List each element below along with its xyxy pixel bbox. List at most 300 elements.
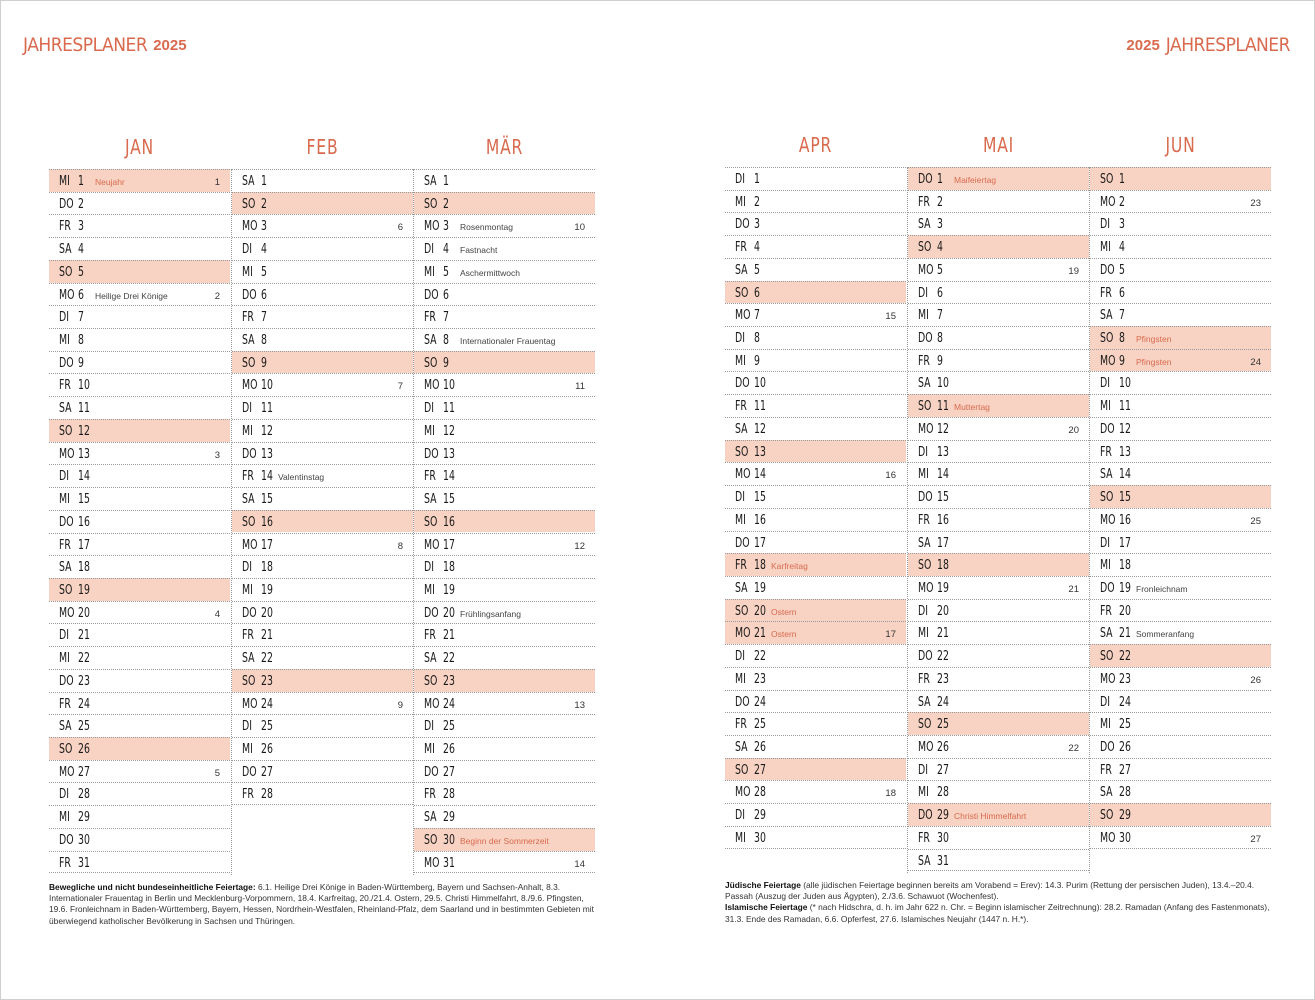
day-number: 6	[1119, 285, 1125, 301]
day-row[interactable]	[49, 646, 230, 669]
day-row[interactable]	[725, 531, 906, 554]
day-number: 14	[261, 469, 273, 485]
day-row[interactable]	[1090, 803, 1271, 826]
weekday-label: DI	[735, 649, 745, 665]
day-row[interactable]	[908, 326, 1089, 349]
day-row[interactable]	[1090, 235, 1271, 258]
day-row[interactable]	[414, 351, 595, 374]
day-row[interactable]	[908, 371, 1089, 394]
day-row[interactable]	[49, 328, 230, 351]
weekday-label: SO	[1100, 490, 1114, 506]
day-number: 9	[937, 353, 943, 369]
weekday-label: MI	[242, 582, 253, 598]
day-row[interactable]	[414, 305, 595, 328]
day-row[interactable]	[908, 780, 1089, 803]
day-number: 13	[937, 444, 949, 460]
month-column	[725, 133, 906, 873]
day-row[interactable]	[49, 283, 230, 306]
weekday-label: DI	[424, 401, 434, 417]
day-row[interactable]	[49, 669, 230, 692]
day-row[interactable]	[1090, 258, 1271, 281]
day-row[interactable]	[49, 214, 230, 237]
day-number: 12	[78, 423, 90, 439]
weekday-label: FR	[918, 671, 930, 687]
day-row[interactable]	[1090, 621, 1271, 644]
day-row[interactable]	[232, 260, 413, 283]
week-number: 7	[397, 381, 403, 393]
day-row[interactable]	[1090, 644, 1271, 667]
day-row[interactable]	[908, 462, 1089, 485]
day-number: 9	[261, 355, 267, 371]
weekday-label: MI	[59, 174, 70, 189]
weekday-label: MO	[735, 308, 751, 324]
day-row[interactable]	[908, 485, 1089, 508]
day-row[interactable]	[1090, 417, 1271, 440]
day-number: 20	[443, 605, 455, 621]
week-number: 4	[214, 608, 220, 620]
day-row[interactable]	[1090, 531, 1271, 554]
day-row[interactable]	[49, 192, 230, 215]
weekday-label: MI	[242, 423, 253, 439]
weekday-label: SA	[1100, 626, 1113, 642]
day-row[interactable]	[908, 349, 1089, 372]
day-row[interactable]	[232, 714, 413, 737]
day-row[interactable]	[725, 758, 906, 781]
day-row[interactable]	[908, 167, 1089, 190]
day-row[interactable]	[908, 417, 1089, 440]
day-row[interactable]	[1090, 303, 1271, 326]
day-row[interactable]	[232, 169, 413, 192]
day-row[interactable]	[414, 601, 595, 624]
day-row[interactable]	[49, 737, 230, 760]
weekday-label: SO	[918, 399, 932, 415]
day-number: 14	[937, 467, 949, 483]
day-row[interactable]	[725, 235, 906, 258]
day-number: 27	[1119, 762, 1131, 778]
day-row[interactable]	[232, 646, 413, 669]
day-row[interactable]	[725, 826, 906, 849]
day-row[interactable]	[232, 214, 413, 237]
day-row[interactable]	[908, 212, 1089, 235]
day-row[interactable]	[908, 758, 1089, 781]
day-row[interactable]	[725, 167, 906, 190]
day-row[interactable]	[232, 487, 413, 510]
day-number: 30	[443, 832, 455, 848]
day-row[interactable]	[414, 760, 595, 783]
day-row[interactable]	[908, 258, 1089, 281]
day-row[interactable]	[49, 601, 230, 624]
day-row[interactable]	[1090, 281, 1271, 304]
day-number: 12	[937, 421, 949, 437]
day-row[interactable]	[49, 782, 230, 805]
weekday-label: SA	[242, 651, 255, 667]
day-row[interactable]	[908, 667, 1089, 690]
day-row[interactable]	[49, 828, 230, 851]
weekday-label: MO	[735, 626, 751, 642]
day-row[interactable]	[49, 533, 230, 556]
day-row[interactable]	[725, 440, 906, 463]
day-row[interactable]	[725, 803, 906, 826]
day-row[interactable]	[49, 442, 230, 465]
day-number: 8	[443, 333, 449, 349]
day-number: 7	[754, 308, 760, 324]
day-row[interactable]	[908, 190, 1089, 213]
day-row[interactable]	[725, 553, 906, 576]
day-row[interactable]	[725, 190, 906, 213]
day-row[interactable]	[49, 760, 230, 783]
day-row[interactable]	[414, 237, 595, 260]
day-number: 10	[78, 378, 90, 394]
week-number: 12	[574, 540, 585, 552]
day-row[interactable]	[232, 328, 413, 351]
day-row[interactable]	[908, 553, 1089, 576]
day-row[interactable]	[725, 212, 906, 235]
weekday-label: MO	[1100, 512, 1116, 528]
day-row[interactable]	[414, 578, 595, 601]
day-row[interactable]	[414, 828, 595, 851]
day-number: 17	[261, 537, 273, 553]
day-row[interactable]	[414, 487, 595, 510]
day-row[interactable]	[414, 533, 595, 556]
day-number: 21	[261, 628, 273, 644]
weekday-label: MI	[424, 264, 435, 280]
day-row[interactable]	[232, 464, 413, 487]
day-row[interactable]	[49, 169, 230, 192]
day-row[interactable]	[1090, 735, 1271, 758]
day-row[interactable]	[725, 326, 906, 349]
day-row[interactable]	[908, 826, 1089, 849]
footnote-heading-islamic: Islamische Feiertage	[725, 902, 808, 913]
day-row[interactable]	[49, 578, 230, 601]
weekday-label: SO	[59, 742, 73, 757]
day-number: 31	[937, 853, 949, 869]
day-row[interactable]	[1090, 599, 1271, 622]
weekday-label: DI	[918, 603, 928, 619]
day-row[interactable]	[49, 805, 230, 828]
day-row[interactable]	[908, 508, 1089, 531]
day-number: 16	[937, 512, 949, 528]
day-row[interactable]	[49, 510, 230, 533]
day-row[interactable]	[1090, 326, 1271, 349]
week-number: 13	[574, 699, 585, 711]
day-row[interactable]	[414, 260, 595, 283]
day-number: 10	[937, 376, 949, 392]
day-number: 16	[1119, 512, 1131, 528]
weekday-label: FR	[424, 310, 436, 326]
day-row[interactable]	[49, 623, 230, 646]
day-row[interactable]	[908, 803, 1089, 826]
weekday-label: MO	[918, 262, 934, 278]
day-number: 10	[1119, 376, 1131, 392]
day-row[interactable]	[414, 692, 595, 715]
weekday-label: FR	[1100, 762, 1112, 778]
day-number: 19	[261, 582, 273, 598]
day-row[interactable]	[414, 169, 595, 192]
weekday-label: SO	[918, 717, 932, 733]
day-row[interactable]	[49, 396, 230, 419]
day-number: 13	[754, 444, 766, 460]
day-row[interactable]	[725, 394, 906, 417]
day-row[interactable]	[414, 782, 595, 805]
day-row[interactable]	[908, 303, 1089, 326]
day-number: 5	[1119, 262, 1125, 278]
day-row[interactable]	[414, 442, 595, 465]
day-row[interactable]	[908, 235, 1089, 258]
day-row[interactable]	[908, 394, 1089, 417]
day-number: 27	[261, 764, 273, 780]
weekday-label: DO	[918, 490, 933, 506]
week-number: 16	[885, 470, 896, 482]
day-row[interactable]	[908, 644, 1089, 667]
weekday-label: MO	[735, 467, 751, 483]
day-row[interactable]	[232, 692, 413, 715]
footnote-religious-holidays	[725, 880, 1271, 925]
day-number: 26	[78, 742, 90, 757]
day-row[interactable]	[414, 805, 595, 828]
week-number: 23	[1250, 197, 1261, 209]
day-row[interactable]	[414, 214, 595, 237]
day-row[interactable]	[1090, 212, 1271, 235]
day-row[interactable]	[414, 464, 595, 487]
day-number: 23	[443, 673, 455, 689]
day-number: 24	[937, 694, 949, 710]
day-row[interactable]	[232, 601, 413, 624]
day-row[interactable]	[414, 373, 595, 396]
day-row[interactable]	[1090, 167, 1271, 190]
day-row[interactable]	[49, 237, 230, 260]
day-row[interactable]	[725, 712, 906, 735]
day-row[interactable]	[49, 555, 230, 578]
day-number: 3	[754, 217, 760, 233]
day-row[interactable]	[49, 373, 230, 396]
day-row[interactable]	[725, 690, 906, 713]
day-row[interactable]	[1090, 394, 1271, 417]
holiday-note: Karfreitag	[771, 561, 808, 572]
day-row[interactable]	[725, 349, 906, 372]
day-row[interactable]	[725, 281, 906, 304]
day-row[interactable]	[414, 192, 595, 215]
weekday-label: SA	[59, 242, 72, 258]
day-row[interactable]	[414, 851, 595, 874]
day-number: 11	[1119, 399, 1131, 415]
weekday-label: SO	[424, 832, 438, 848]
footnote-text-islamic: (* nach Hidschra, d. h. im Jahr 622 n. Chr. = Beginn islamischer Zeitrechnung): 28.2. Ramadan (Anfang des Fastenmonats), 31.3. Ende des Ramadan, 6.6. Opferfest, 27.6. Islamisches Neujahr (1447 n. H.*).	[725, 902, 1270, 924]
day-row[interactable]	[908, 440, 1089, 463]
day-row[interactable]	[49, 464, 230, 487]
day-row[interactable]	[49, 714, 230, 737]
footnote-heading: Bewegliche und nicht bundeseinheitliche Feiertage:	[49, 882, 256, 892]
weekday-label: SO	[424, 673, 438, 689]
weekday-label: MO	[918, 421, 934, 437]
day-number: 15	[937, 490, 949, 506]
day-number: 25	[443, 719, 455, 735]
week-number: 1	[214, 177, 220, 188]
day-row[interactable]	[414, 555, 595, 578]
day-row[interactable]	[414, 623, 595, 646]
day-number: 21	[754, 626, 766, 642]
day-row[interactable]	[725, 644, 906, 667]
day-row[interactable]	[1090, 485, 1271, 508]
day-row[interactable]	[908, 599, 1089, 622]
day-number: 30	[937, 830, 949, 846]
day-row[interactable]	[908, 531, 1089, 554]
day-row[interactable]	[232, 396, 413, 419]
day-row[interactable]	[908, 576, 1089, 599]
day-row[interactable]	[1090, 780, 1271, 803]
day-row[interactable]	[232, 305, 413, 328]
day-row[interactable]	[49, 351, 230, 374]
day-number: 10	[261, 378, 273, 394]
weekday-label: MO	[918, 580, 934, 596]
day-row[interactable]	[232, 283, 413, 306]
weekday-label: FR	[59, 219, 71, 235]
day-row[interactable]	[908, 735, 1089, 758]
day-row[interactable]	[725, 371, 906, 394]
day-row[interactable]	[232, 533, 413, 556]
day-row[interactable]	[725, 599, 906, 622]
day-row[interactable]	[49, 851, 230, 874]
day-row[interactable]	[725, 462, 906, 485]
day-row[interactable]	[232, 555, 413, 578]
day-row[interactable]	[1090, 667, 1271, 690]
day-number: 11	[261, 401, 273, 417]
day-number: 25	[1119, 717, 1131, 733]
day-row[interactable]	[232, 510, 413, 533]
day-row[interactable]	[232, 192, 413, 215]
weekday-label: MI	[1100, 558, 1111, 574]
holiday-note: Neujahr	[95, 177, 125, 187]
day-row[interactable]	[232, 351, 413, 374]
weekday-label: SA	[242, 174, 255, 189]
day-row[interactable]	[232, 442, 413, 465]
day-row[interactable]	[908, 849, 1089, 872]
day-row[interactable]	[725, 621, 906, 644]
weekday-label: DO	[242, 287, 257, 303]
weekday-label: FR	[242, 469, 254, 485]
day-number: 12	[754, 421, 766, 437]
day-row[interactable]	[414, 283, 595, 306]
day-row[interactable]	[414, 510, 595, 533]
day-number: 29	[937, 808, 949, 824]
day-row[interactable]	[414, 646, 595, 669]
day-row[interactable]	[725, 780, 906, 803]
day-row[interactable]	[414, 714, 595, 737]
weekday-label: SA	[59, 719, 72, 735]
day-number: 7	[1119, 308, 1125, 324]
day-row[interactable]	[232, 737, 413, 760]
day-row[interactable]	[49, 692, 230, 715]
day-row[interactable]	[232, 760, 413, 783]
day-row[interactable]	[414, 396, 595, 419]
day-number: 4	[443, 242, 449, 258]
day-number: 31	[78, 855, 90, 871]
weekday-label: MI	[735, 830, 746, 846]
day-row[interactable]	[232, 237, 413, 260]
week-number: 27	[1250, 833, 1261, 845]
day-row[interactable]	[1090, 758, 1271, 781]
day-number: 1	[1119, 172, 1125, 187]
weekday-label: DI	[59, 787, 69, 803]
day-number: 26	[1119, 740, 1131, 755]
weekday-label: DI	[424, 719, 434, 735]
day-row[interactable]	[908, 621, 1089, 644]
weekday-label: DI	[242, 401, 252, 417]
day-number: 4	[754, 240, 760, 256]
day-row[interactable]	[1090, 712, 1271, 735]
day-row[interactable]	[232, 578, 413, 601]
day-row[interactable]	[232, 373, 413, 396]
day-number: 2	[754, 194, 760, 210]
day-row[interactable]	[1090, 462, 1271, 485]
weekday-label: MI	[918, 785, 929, 801]
day-row[interactable]	[1090, 190, 1271, 213]
day-row[interactable]	[232, 782, 413, 805]
weekday-label: FR	[1100, 603, 1112, 619]
weekday-label: FR	[242, 310, 254, 326]
day-row[interactable]	[49, 487, 230, 510]
day-row[interactable]	[725, 667, 906, 690]
day-row[interactable]	[725, 303, 906, 326]
footnote-heading-jewish: Jüdische Feiertage	[725, 880, 801, 890]
day-row[interactable]	[232, 669, 413, 692]
day-row[interactable]	[1090, 508, 1271, 531]
day-number: 19	[937, 580, 949, 596]
day-row[interactable]	[1090, 690, 1271, 713]
day-number: 6	[937, 285, 943, 301]
day-row[interactable]	[414, 737, 595, 760]
month-column	[1089, 133, 1271, 873]
day-number: 5	[78, 264, 84, 280]
day-row[interactable]	[49, 305, 230, 328]
weekday-label: SO	[59, 423, 73, 439]
day-number: 29	[754, 808, 766, 824]
weekday-label: DI	[735, 172, 745, 187]
day-row[interactable]	[725, 576, 906, 599]
day-row[interactable]	[1090, 576, 1271, 599]
day-row[interactable]	[1090, 440, 1271, 463]
day-row[interactable]	[414, 419, 595, 442]
day-row[interactable]	[908, 690, 1089, 713]
day-number: 12	[443, 423, 455, 439]
day-row[interactable]	[725, 258, 906, 281]
day-row[interactable]	[1090, 826, 1271, 849]
day-row[interactable]	[414, 328, 595, 351]
footnote-text: 6.1. Heilige Drei Könige in Baden-Württemberg, Bayern und Sachsen-Anhalt, 8.3. Internationaler Frauentag in Berlin und Mecklenburg-Vorpommern, 18.4. Karfreitag, 20./21.4. Ostern, 29.5. Christi Himmelfahrt, 8./9.6. Pfingsten, 19.6. Fronleichnam in Baden-Württemberg, Bayern, Hessen, Nordrhein-Westfalen, Rheinland-Pfalz, dem Saarland und in bestimmten Gebieten mit überwiegend katholischer Bevölkerung in Sachsen und Thüringen.	[49, 882, 594, 926]
day-row[interactable]	[1090, 349, 1271, 372]
day-row[interactable]	[908, 281, 1089, 304]
day-row[interactable]	[49, 260, 230, 283]
day-row[interactable]	[725, 485, 906, 508]
day-row[interactable]	[49, 419, 230, 442]
month-column	[49, 135, 230, 875]
weekday-label: DO	[918, 172, 933, 187]
day-row[interactable]	[414, 669, 595, 692]
weekday-label: DI	[59, 310, 69, 326]
day-row[interactable]	[1090, 371, 1271, 394]
holiday-note: Rosenmontag	[460, 222, 513, 233]
day-row[interactable]	[232, 623, 413, 646]
day-number: 16	[78, 514, 90, 530]
day-row[interactable]	[725, 735, 906, 758]
day-row[interactable]	[908, 712, 1089, 735]
day-row[interactable]	[232, 419, 413, 442]
day-row[interactable]	[725, 508, 906, 531]
day-row[interactable]	[725, 417, 906, 440]
weekday-label: SA	[735, 740, 748, 755]
day-number: 7	[261, 310, 267, 326]
holiday-note: Maifeiertag	[954, 175, 997, 185]
day-row[interactable]	[1090, 553, 1271, 576]
